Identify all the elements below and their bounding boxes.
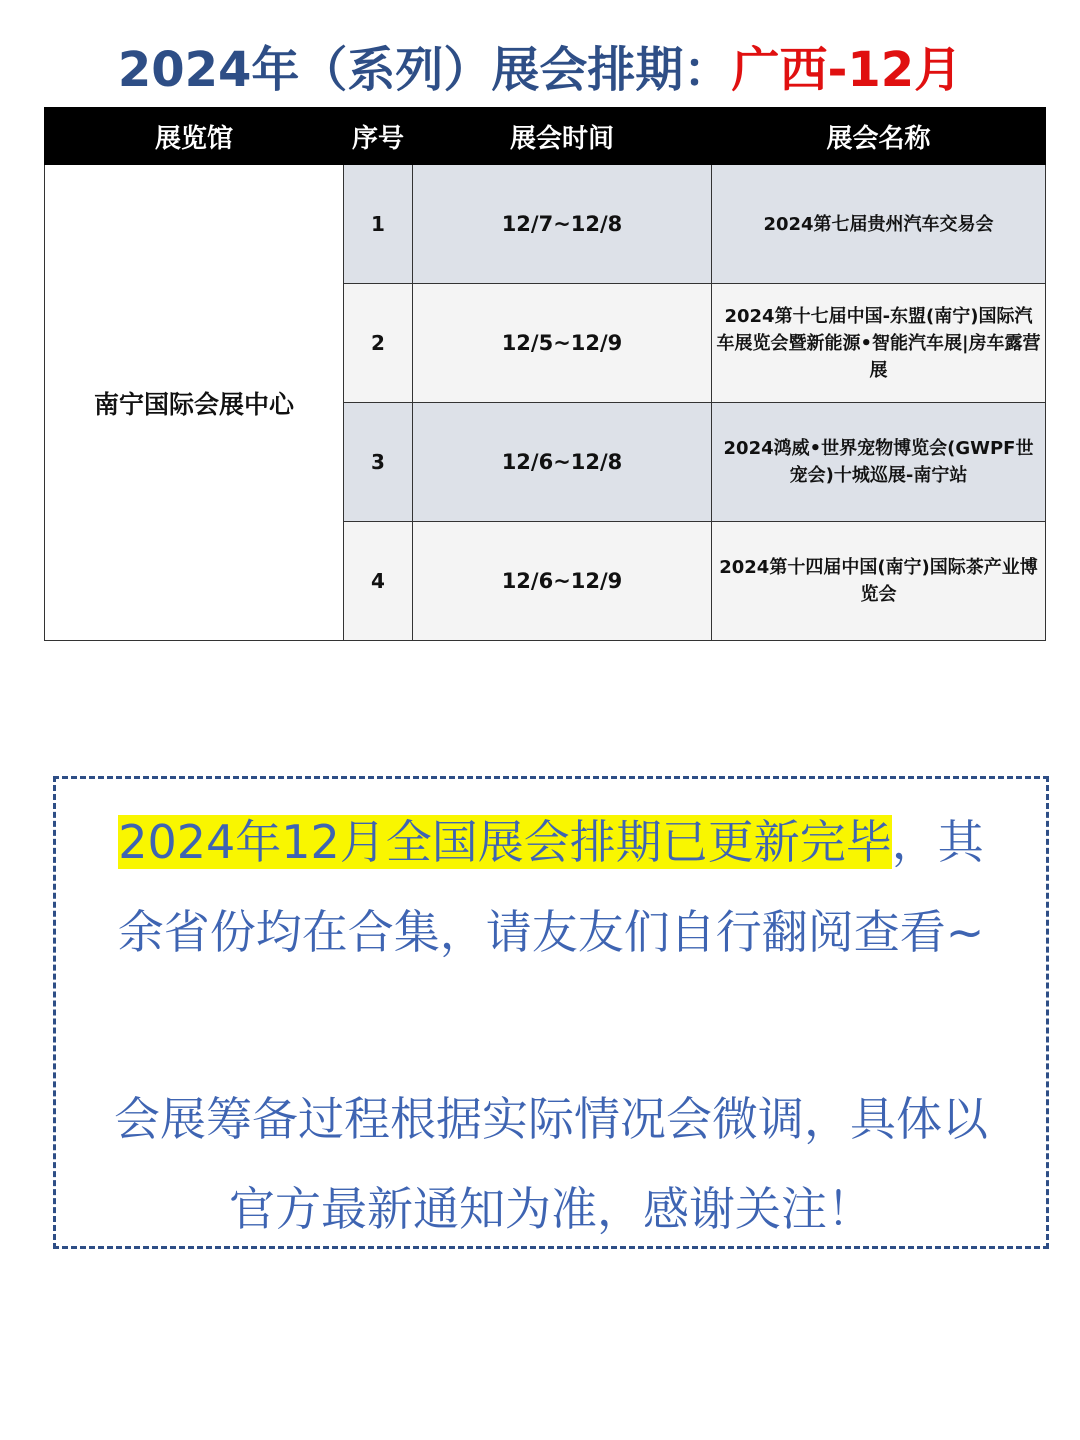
table-header-row: [45, 108, 1046, 165]
table-row: [45, 165, 1046, 284]
schedule-table: [44, 107, 1046, 641]
row-number: 4: [344, 522, 413, 641]
notice-line-3: 会展筹备过程根据实际情况会微调，具体以: [114, 1092, 988, 1146]
row-number: 1: [344, 165, 413, 284]
venue-cell: 南宁国际会展中心: [45, 165, 344, 641]
header-venue: 展览馆: [45, 108, 344, 165]
row-number: 3: [344, 403, 413, 522]
notice-box: [53, 776, 1049, 1249]
row-name: 2024第十七届中国-东盟(南宁)国际汽车展览会暨新能源•智能汽车展|房车露营展: [712, 284, 1046, 403]
row-name: 2024第十四届中国(南宁)国际茶产业博览会: [712, 522, 1046, 641]
row-date: 12/5~12/9: [413, 284, 712, 403]
notice-highlight: 2024年12月全国展会排期已更新完毕: [118, 815, 892, 869]
row-name: 2024第七届贵州汽车交易会: [712, 165, 1046, 284]
header-date: 展会时间: [413, 108, 712, 165]
title-highlight: 广西-12月: [731, 42, 963, 98]
notice-line-1: [56, 812, 1046, 872]
row-date: 12/6~12/8: [413, 403, 712, 522]
header-name: 展会名称: [712, 108, 1046, 165]
notice-line-4: 官方最新通知为准，感谢关注！: [229, 1182, 873, 1236]
notice-line-1-rest: ，其: [891, 815, 984, 869]
row-date: 12/7~12/8: [413, 165, 712, 284]
row-number: 2: [344, 284, 413, 403]
row-name: 2024鸿威•世界宠物博览会(GWPF世宠会)十城巡展-南宁站: [712, 403, 1046, 522]
header-number: 序号: [344, 108, 413, 165]
notice-line-2: 余省份均在合集，请友友们自行翻阅查看~: [117, 905, 985, 959]
row-date: 12/6~12/9: [413, 522, 712, 641]
title-main: 2024年（系列）展会排期：: [117, 42, 732, 98]
page-title: [0, 38, 1080, 102]
